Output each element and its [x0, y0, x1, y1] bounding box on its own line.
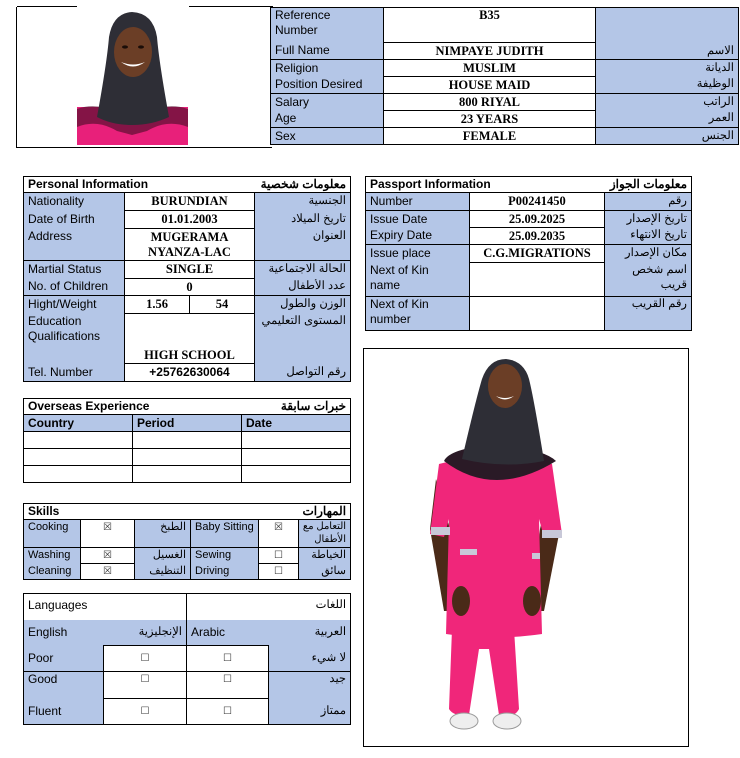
- full-name-label: Full Name: [271, 43, 384, 60]
- reference-number-label: Reference Number: [271, 8, 384, 43]
- overseas-experience-table: [23, 398, 351, 483]
- marital-status-arabic: الحالة الاجتماعية: [255, 261, 351, 279]
- level-fluent-arabic: ممتاز: [269, 699, 351, 725]
- country-cell: [24, 449, 133, 466]
- skill-driving-label: Driving: [191, 564, 259, 580]
- age-value: 23 YEARS: [384, 111, 596, 128]
- column-header-period: Period: [133, 415, 242, 432]
- tel-arabic: رقم التواصل: [255, 364, 351, 382]
- kin-name-arabic: اسم شخص قريب: [605, 263, 692, 297]
- skill-cooking-arabic: الطبخ: [135, 520, 191, 548]
- issue-place-value: C.G.MIGRATIONS: [470, 245, 605, 263]
- overseas-title-ar: خبرات سابقة: [242, 399, 351, 415]
- country-cell: [24, 432, 133, 449]
- kin-number-value: [470, 297, 605, 331]
- passport-info-title-ar: معلومات الجواز: [605, 177, 692, 193]
- languages-table: [23, 593, 351, 725]
- height-weight-label: Hight/Weight: [24, 296, 125, 314]
- level-fluent-label: Fluent: [24, 699, 104, 725]
- religion-label: Religion: [271, 60, 384, 77]
- salary-arabic-label: الراتب: [596, 94, 739, 111]
- religion-arabic-label: الديانة: [596, 60, 739, 77]
- kin-number-arabic: رقم القريب: [605, 297, 692, 331]
- expiry-date-arabic: تاريخ الانتهاء: [605, 228, 692, 245]
- country-cell: [24, 466, 133, 483]
- children-arabic: عدد الأطفال: [255, 279, 351, 296]
- issue-date-arabic: تاريخ الإصدار: [605, 211, 692, 228]
- personal-info-table: [23, 176, 351, 382]
- skills-title-ar: المهارات: [191, 504, 351, 520]
- nationality-label: Nationality: [24, 193, 125, 211]
- skill-baby-sitting-label: Baby Sitting: [191, 520, 259, 548]
- age-arabic-label: العمر: [596, 111, 739, 128]
- weight-value: 54: [190, 296, 255, 314]
- languages-title: Languages: [24, 594, 187, 620]
- date-cell: [242, 449, 351, 466]
- skill-cleaning-arabic: التنظيف: [135, 564, 191, 580]
- skill-driving-arabic: سائق: [299, 564, 351, 580]
- period-cell: [133, 432, 242, 449]
- passport-info-title: Passport Information: [366, 177, 605, 193]
- tel-label: Tel. Number: [24, 364, 125, 382]
- height-value: 1.56: [125, 296, 190, 314]
- dob-arabic: تاريخ الميلاد: [255, 211, 351, 229]
- sex-arabic-label: الجنس: [596, 128, 739, 145]
- skill-driving-checkbox[interactable]: ☐: [259, 564, 299, 580]
- full-name-value: NIMPAYE JUDITH: [384, 43, 596, 60]
- arabic-poor-checkbox[interactable]: ☐: [187, 646, 269, 672]
- skill-sewing-label: Sewing: [191, 548, 259, 564]
- kin-number-label: Next of Kin number: [366, 297, 470, 331]
- kin-name-value: [470, 263, 605, 297]
- sex-value: FEMALE: [384, 128, 596, 145]
- level-poor-arabic: لا شيء: [269, 646, 351, 672]
- issue-place-arabic: مكان الإصدار: [605, 245, 692, 263]
- arabic-fluent-checkbox[interactable]: ☐: [187, 699, 269, 725]
- english-good-checkbox[interactable]: ☐: [104, 672, 187, 699]
- skill-sewing-arabic: الخياطة: [299, 548, 351, 564]
- level-poor-label: Poor: [24, 646, 104, 672]
- column-header-date: Date: [242, 415, 351, 432]
- dob-value: 01.01.2003: [125, 211, 255, 229]
- overseas-title: Overseas Experience: [24, 399, 242, 415]
- passport-number-label: Number: [366, 193, 470, 211]
- marital-status-label: Martial Status: [24, 261, 125, 279]
- summary-table: [270, 7, 739, 145]
- passport-info-table: [365, 176, 692, 331]
- salary-value: 800 RIYAL: [384, 94, 596, 111]
- dob-label: Date of Birth: [24, 211, 125, 229]
- skill-baby-sitting-arabic: التعامل مع الأطفال: [299, 520, 351, 548]
- skill-washing-arabic: الغسيل: [135, 548, 191, 564]
- skill-cleaning-checkbox[interactable]: ☒: [81, 564, 135, 580]
- period-cell: [133, 466, 242, 483]
- issue-place-label: Issue place: [366, 245, 470, 263]
- children-label: No. of Children: [24, 279, 125, 296]
- skill-cooking-label: Cooking: [24, 520, 81, 548]
- full-body-photo: [363, 348, 689, 747]
- salary-label: Salary: [271, 94, 384, 111]
- level-good-label: Good: [24, 672, 104, 699]
- languages-title-ar: اللغات: [187, 594, 351, 620]
- level-good-arabic: جيد: [269, 672, 351, 699]
- position-value: HOUSE MAID: [384, 77, 596, 94]
- date-cell: [242, 466, 351, 483]
- skills-table: [23, 503, 351, 580]
- skill-washing-checkbox[interactable]: ☒: [81, 548, 135, 564]
- english-label: English: [24, 620, 104, 646]
- date-cell: [242, 432, 351, 449]
- height-weight-arabic: الوزن والطول: [255, 296, 351, 314]
- table-row: [24, 466, 351, 483]
- children-value: 0: [125, 279, 255, 296]
- reference-number-value: B35: [384, 8, 596, 43]
- skills-title: Skills: [24, 504, 191, 520]
- sex-label: Sex: [271, 128, 384, 145]
- column-header-country: Country: [24, 415, 133, 432]
- age-label: Age: [271, 111, 384, 128]
- tel-value: +25762630064: [125, 364, 255, 382]
- position-arabic-label: الوظيفة: [596, 77, 739, 94]
- education-arabic: المستوى التعليمي: [255, 314, 351, 364]
- issue-date-label: Issue Date: [366, 211, 470, 228]
- table-row: [24, 432, 351, 449]
- arabic-good-checkbox[interactable]: ☐: [187, 672, 269, 699]
- kin-name-label: Next of Kin name: [366, 263, 470, 297]
- skill-sewing-checkbox[interactable]: ☐: [259, 548, 299, 564]
- arabic-arabic-label: العربية: [269, 620, 351, 646]
- education-label: Education Qualifications: [24, 314, 125, 364]
- address-label: Address: [24, 229, 125, 261]
- arabic-label: Arabic: [187, 620, 269, 646]
- expiry-date-value: 25.09.2035: [470, 228, 605, 245]
- skill-baby-sitting-checkbox[interactable]: ☒: [259, 520, 299, 548]
- english-poor-checkbox[interactable]: ☐: [104, 646, 187, 672]
- passport-number-value: P00241450: [470, 193, 605, 211]
- marital-status-value: SINGLE: [125, 261, 255, 279]
- address-value: MUGERAMA NYANZA-LAC: [125, 229, 255, 261]
- headshot-photo: [77, 7, 188, 145]
- skill-cleaning-label: Cleaning: [24, 564, 81, 580]
- period-cell: [133, 449, 242, 466]
- passport-number-arabic: رقم: [605, 193, 692, 211]
- address-arabic: العنوان: [255, 229, 351, 261]
- table-row: [24, 449, 351, 466]
- issue-date-value: 25.09.2025: [470, 211, 605, 228]
- skill-washing-label: Washing: [24, 548, 81, 564]
- personal-info-title: Personal Information: [24, 177, 255, 193]
- personal-info-title-ar: معلومات شخصية: [255, 177, 351, 193]
- position-label: Position Desired: [271, 77, 384, 94]
- nationality-arabic: الجنسية: [255, 193, 351, 211]
- education-value: HIGH SCHOOL: [125, 314, 255, 364]
- expiry-date-label: Expiry Date: [366, 228, 470, 245]
- english-arabic-label: الإنجليزية: [104, 620, 187, 646]
- skill-cooking-checkbox[interactable]: ☒: [81, 520, 135, 548]
- religion-value: MUSLIM: [384, 60, 596, 77]
- english-fluent-checkbox[interactable]: ☐: [104, 699, 187, 725]
- nationality-value: BURUNDIAN: [125, 193, 255, 211]
- full-name-arabic-label: الاسم: [596, 8, 739, 60]
